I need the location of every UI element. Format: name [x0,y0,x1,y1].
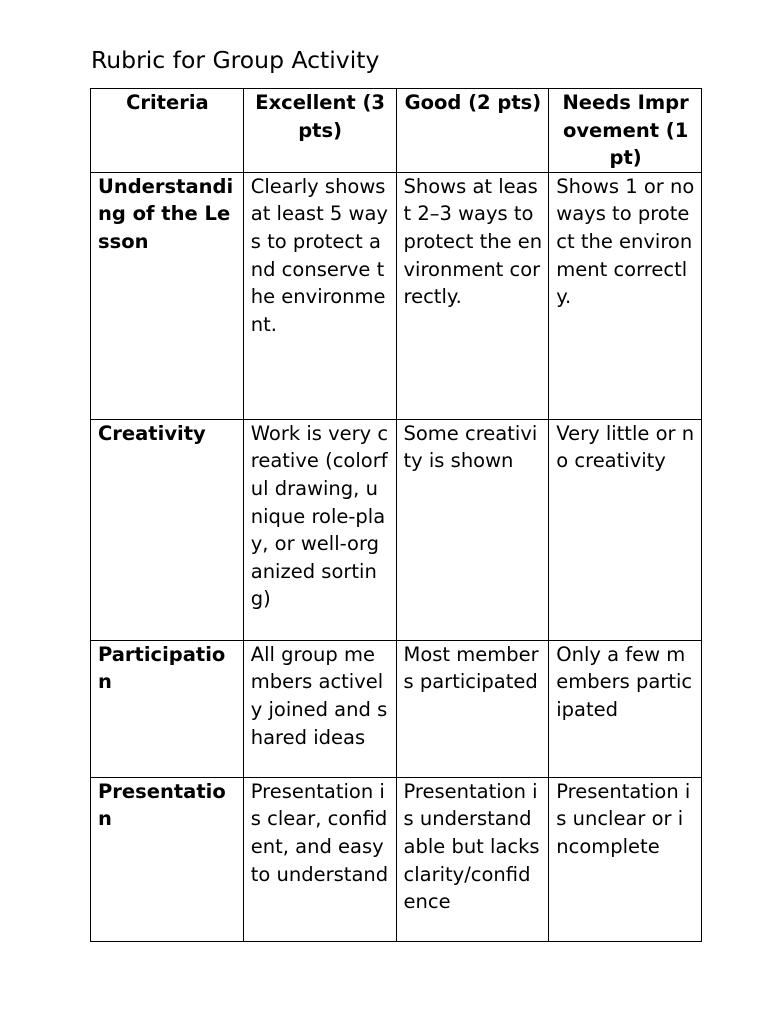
needs-improvement-cell: Presentation is unclear or incomplete [549,777,702,941]
good-cell: Shows at least 2–3 ways to protect the environment correctly. [396,172,549,419]
header-needs-improvement: Needs Improvement (1 pt) [549,89,702,173]
good-cell: Most members participated [396,640,549,777]
needs-improvement-cell: Very little or no creativity [549,419,702,640]
document-title: Rubric for Group Activity [91,46,380,74]
table-row [91,419,702,640]
rubric-table [90,88,702,942]
excellent-cell: Work is very creative (colorful drawing, unique role-play, or well-organized sorting) [243,419,396,640]
good-cell: Presentation is understandable but lacks clarity/confidence [396,777,549,941]
header-criteria: Criteria [91,89,244,173]
header-excellent: Excellent (3 pts) [243,89,396,173]
table-row [91,777,702,941]
excellent-cell: All group members actively joined and shared ideas [243,640,396,777]
header-good: Good (2 pts) [396,89,549,173]
needs-improvement-cell: Shows 1 or no ways to protect the environment correctly. [549,172,702,419]
table-header-row [91,89,702,173]
criteria-cell: Creativity [91,419,244,640]
table-row [91,172,702,419]
criteria-cell: Participation [91,640,244,777]
excellent-cell: Presentation is clear, confident, and easy to understand [243,777,396,941]
excellent-cell: Clearly shows at least 5 ways to protect and conserve the environment. [243,172,396,419]
table-row [91,640,702,777]
criteria-cell: Presentation [91,777,244,941]
criteria-cell: Understanding of the Lesson [91,172,244,419]
needs-improvement-cell: Only a few members participated [549,640,702,777]
good-cell: Some creativity is shown [396,419,549,640]
